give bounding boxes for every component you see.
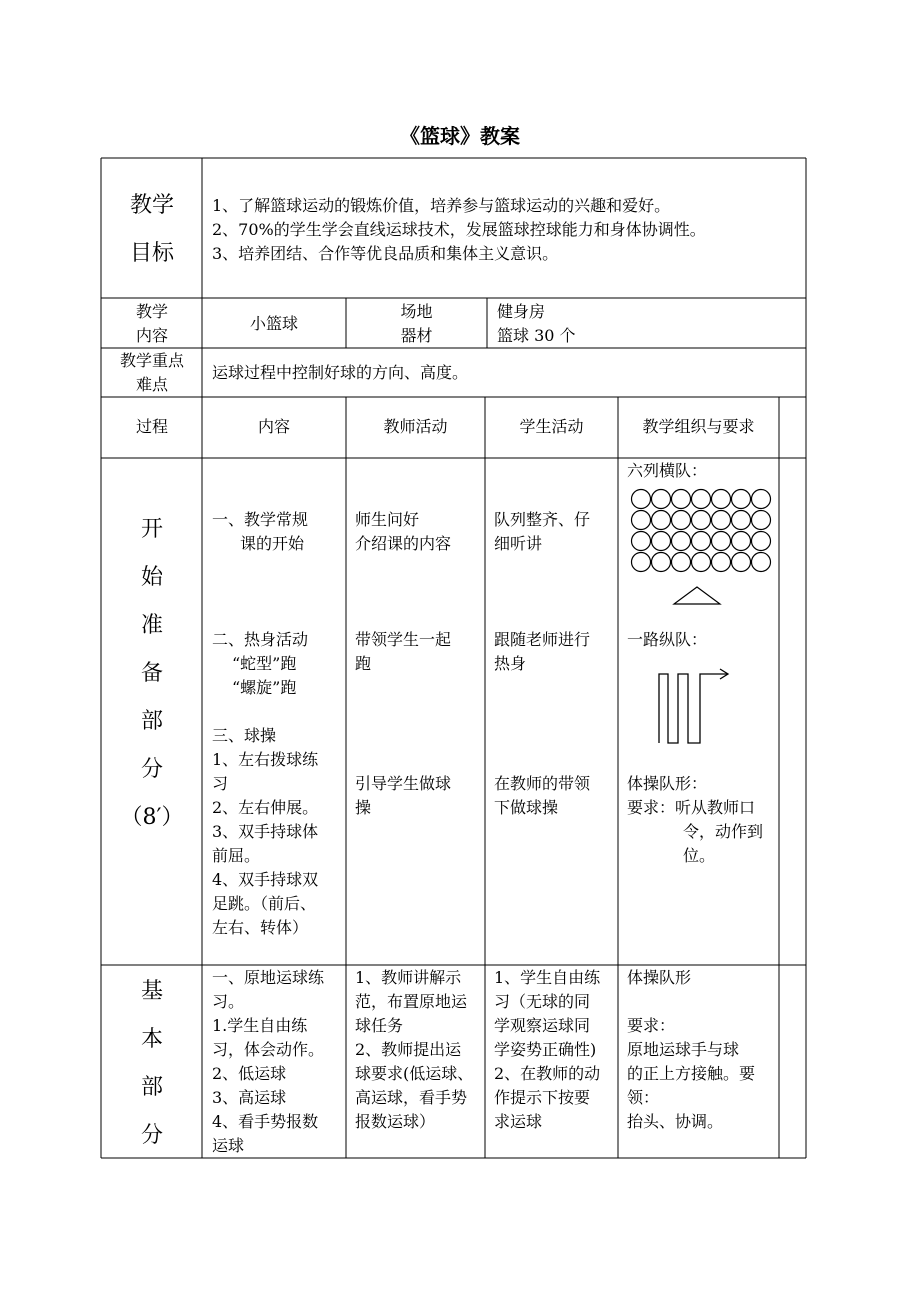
content-item: 课的开始 xyxy=(240,534,305,553)
student-line: 学姿势正确性) xyxy=(494,1040,597,1059)
teacher-activity: 引导学生做球 xyxy=(355,774,452,793)
org-text: 位。 xyxy=(683,846,716,865)
student-circle-icon xyxy=(752,553,771,572)
teacher-line: 2、教师提出运 xyxy=(355,1040,462,1059)
student-circle-icon xyxy=(712,490,731,509)
content-item: 4、双手持球双 xyxy=(212,870,319,889)
content-item: “蛇型”跑 xyxy=(232,654,297,673)
student-circle-icon xyxy=(712,532,731,551)
student-circle-icon xyxy=(732,511,751,530)
student-circle-icon xyxy=(712,553,731,572)
student-circle-icon xyxy=(752,532,771,551)
content-item: 2、左右伸展。 xyxy=(212,798,319,817)
student-line: 作提示下按要 xyxy=(494,1088,591,1107)
content-item: 左右、转体） xyxy=(212,918,309,937)
content-item: 二、热身活动 xyxy=(212,630,309,649)
student-circle-icon xyxy=(752,511,771,530)
content-label: 教学 内容 xyxy=(135,302,168,345)
content-item: 前屈。 xyxy=(212,846,261,865)
org-text: 六列横队： xyxy=(627,461,708,480)
org-line: 要求： xyxy=(627,1016,676,1035)
student-circle-icon xyxy=(652,511,671,530)
org-text: 一路纵队： xyxy=(627,630,708,649)
student-circle-icon xyxy=(632,532,651,551)
header-process: 过程 xyxy=(135,417,168,436)
venue-value: 健身房 篮球 30 个 xyxy=(497,302,576,345)
student-circle-icon xyxy=(652,532,671,551)
header-content: 内容 xyxy=(257,417,290,436)
header-organization: 教学组织与要求 xyxy=(642,417,755,436)
content-item: 一、教学常规 xyxy=(212,510,309,529)
key-points-label: 教学重点 难点 xyxy=(119,351,184,394)
org-line: 的正上方接触。要 xyxy=(627,1064,756,1083)
student-circle-icon xyxy=(672,532,691,551)
content-line: 一、原地运球练 xyxy=(212,968,325,987)
student-line: 2、在教师的动 xyxy=(494,1064,601,1083)
stage-label-basic: 基 本 部 分 xyxy=(140,979,163,1148)
teacher-triangle-icon xyxy=(674,587,720,604)
student-circle-icon xyxy=(632,511,651,530)
student-circle-icon xyxy=(672,490,691,509)
org-line: 体操队形 xyxy=(627,968,692,987)
org-text: 体操队形： xyxy=(627,774,708,793)
content-item: “螺旋”跑 xyxy=(232,678,297,697)
student-circle-icon xyxy=(752,490,771,509)
venue-label: 场地 器材 xyxy=(400,302,433,345)
teacher-activity: 介绍课的内容 xyxy=(355,534,452,553)
teacher-activity: 操 xyxy=(355,798,372,817)
student-line: 习（无球的同 xyxy=(494,992,591,1011)
student-circle-icon xyxy=(732,553,751,572)
student-circle-icon xyxy=(692,511,711,530)
student-circle-icon xyxy=(672,511,691,530)
objective-item: 3、培养团结、合作等优良品质和集体主义意识。 xyxy=(212,244,559,263)
teacher-line: 范，布置原地运 xyxy=(355,992,468,1011)
content-line: 3、高运球 xyxy=(212,1088,287,1107)
student-circle-icon xyxy=(692,490,711,509)
student-circle-icon xyxy=(672,553,691,572)
header-teacher: 教师活动 xyxy=(383,417,448,436)
content-line: 1.学生自由练 xyxy=(212,1016,308,1035)
student-activity: 在教师的带领 xyxy=(494,774,591,793)
student-activity: 细听讲 xyxy=(494,534,543,553)
org-line: 领： xyxy=(627,1088,660,1107)
formation-six-rows-diagram xyxy=(632,490,771,572)
content-item: 习 xyxy=(212,774,229,793)
teacher-line: 1、教师讲解示 xyxy=(355,968,462,987)
snake-run-path-icon xyxy=(659,674,727,743)
content-line: 4、看手势报数 xyxy=(212,1112,319,1131)
student-activity: 跟随老师进行 xyxy=(494,630,591,649)
content-item: 3、双手持球体 xyxy=(212,822,319,841)
student-circle-icon xyxy=(712,511,731,530)
student-line: 求运球 xyxy=(494,1112,543,1131)
student-line: 学观察运球同 xyxy=(494,1016,591,1035)
teacher-line: 高运球，看手势 xyxy=(355,1088,468,1107)
teacher-activity: 跑 xyxy=(355,654,372,673)
stage-label-warmup: 开 始 准 备 部 分 （8′） xyxy=(120,517,184,830)
objective-item: 2、70%的学生学会直线运球技术，发展篮球控球能力和身体协调性。 xyxy=(212,220,706,239)
student-circle-icon xyxy=(692,553,711,572)
content-value: 小篮球 xyxy=(249,314,298,333)
teacher-line: 球任务 xyxy=(355,1016,404,1035)
student-line: 1、学生自由练 xyxy=(494,968,601,987)
teacher-activity: 师生问好 xyxy=(355,510,420,529)
content-line: 运球 xyxy=(212,1136,245,1155)
content-item: 三、球操 xyxy=(212,726,277,745)
objectives-label: 教学 目标 xyxy=(129,193,174,266)
objective-item: 1、了解篮球运动的锻炼价值，培养参与篮球运动的兴趣和爱好。 xyxy=(212,196,671,215)
content-item: 足跳。（前后、 xyxy=(212,894,317,913)
student-circle-icon xyxy=(652,490,671,509)
content-line: 习，体会动作。 xyxy=(212,1040,325,1059)
teacher-line: 球要求(低运球、 xyxy=(355,1064,474,1083)
teacher-activity: 带领学生一起 xyxy=(355,630,452,649)
org-line: 抬头、协调。 xyxy=(627,1112,724,1131)
org-text: 要求：听从教师口 xyxy=(627,798,756,817)
student-circle-icon xyxy=(692,532,711,551)
org-line: 原地运球手与球 xyxy=(627,1040,740,1059)
student-circle-icon xyxy=(632,490,651,509)
teacher-line: 报数运球） xyxy=(355,1112,436,1131)
student-circle-icon xyxy=(632,553,651,572)
student-activity: 队列整齐、仔 xyxy=(494,510,591,529)
content-line: 2、低运球 xyxy=(212,1064,287,1083)
header-student: 学生活动 xyxy=(519,417,584,436)
student-circle-icon xyxy=(732,490,751,509)
student-activity: 下做球操 xyxy=(494,798,559,817)
content-item: 1、左右拨球练 xyxy=(212,750,319,769)
page-title: 《篮球》教案 xyxy=(400,124,520,148)
content-line: 习。 xyxy=(212,992,245,1011)
student-circle-icon xyxy=(732,532,751,551)
org-text: 令，动作到 xyxy=(683,822,764,841)
student-circle-icon xyxy=(652,553,671,572)
key-points-value: 运球过程中控制好球的方向、高度。 xyxy=(212,363,469,382)
student-activity: 热身 xyxy=(494,654,527,673)
